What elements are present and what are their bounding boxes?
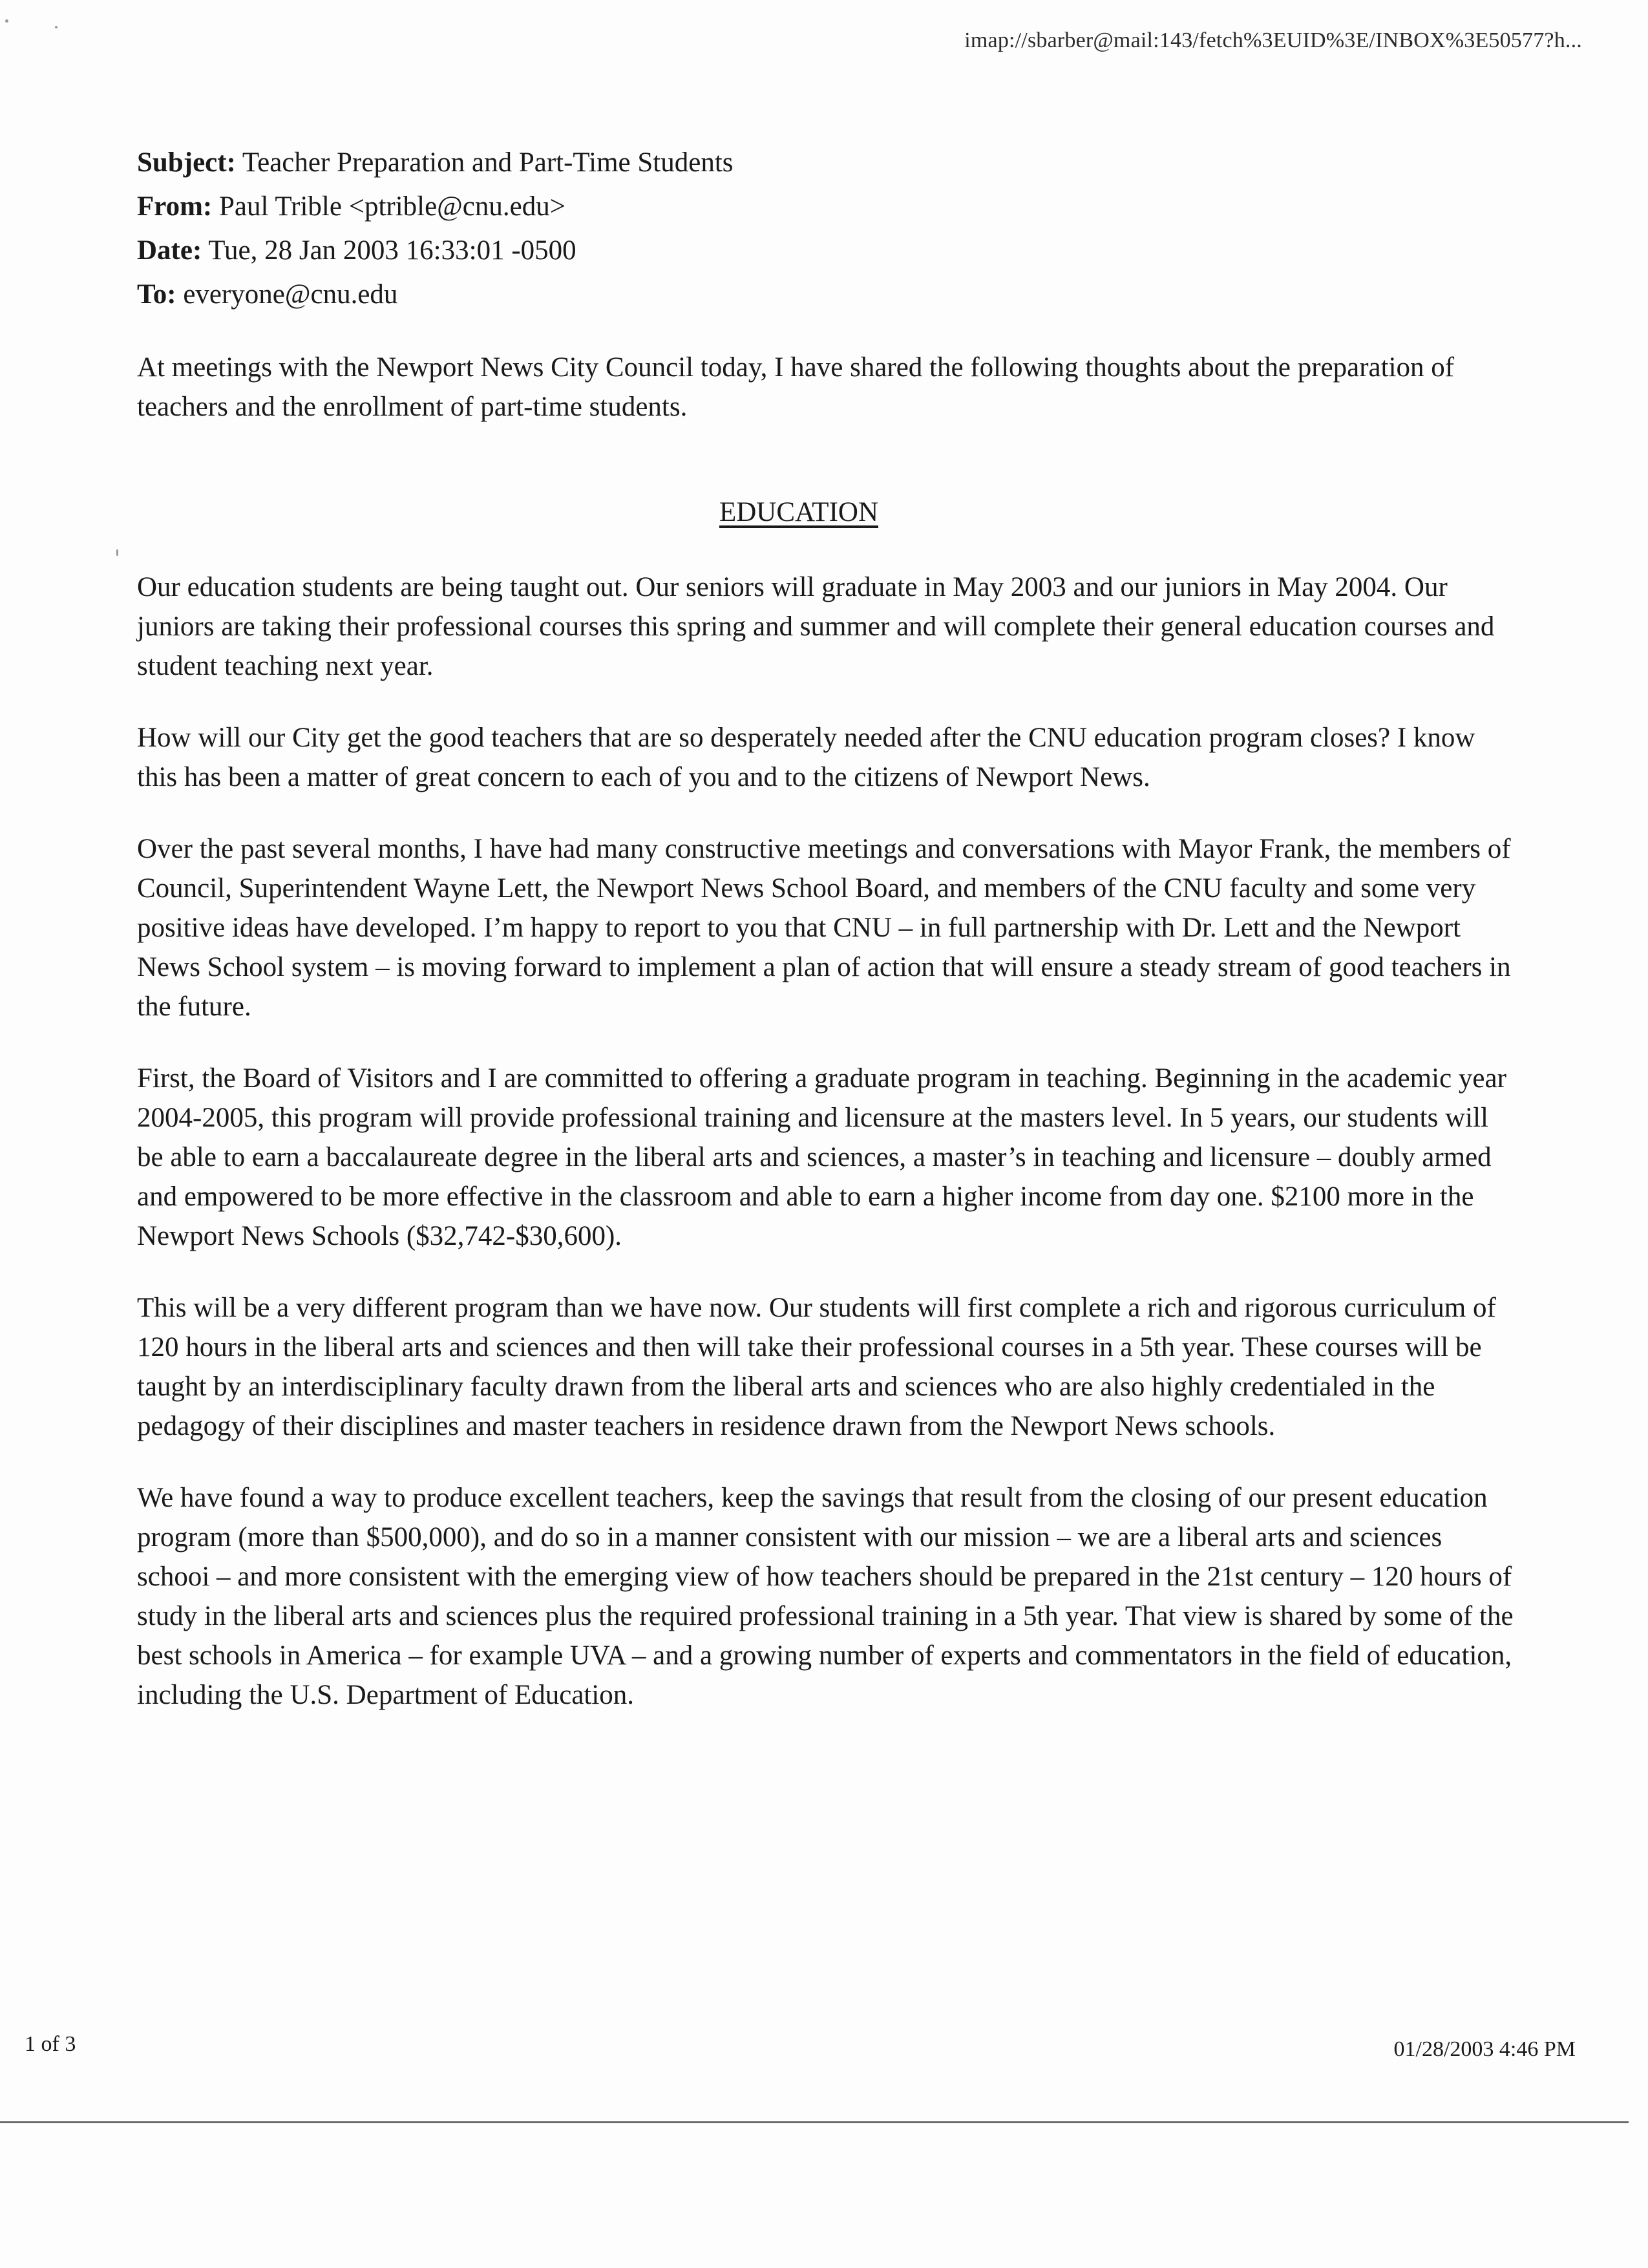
section-heading: EDUCATION xyxy=(719,497,879,527)
body-paragraph: This will be a very different program than we have now. Our students will first complete a rich and rigorous curriculum of 120 hours in the liberal arts and sciences and then will take their professional courses in a 5th year. These courses will be taught by an interdisciplinary faculty drawn from the liberal arts and sciences who are also highly credentialed in the pedagogy of their disciplines and master teachers in residence drawn from the Newport News schools. xyxy=(137,1293,1496,1441)
scan-speck xyxy=(116,549,118,556)
from-row xyxy=(137,185,734,229)
scan-speck xyxy=(5,19,8,23)
from-value: Paul Trible <ptrible@cnu.edu> xyxy=(218,191,565,222)
intro-block xyxy=(137,348,1514,459)
print-timestamp: 01/28/2003 4:46 PM xyxy=(1393,2037,1576,2061)
subject-value: Teacher Preparation and Part-Time Students xyxy=(242,147,734,178)
message-body xyxy=(137,567,1514,1747)
date-row xyxy=(137,229,734,273)
subject-label: Subject: xyxy=(137,147,236,178)
body-paragraph: We have found a way to produce excellent teachers, keep the savings that result from the closing of our present education program (more than $500,000), and do so in a manner consistent with our mission – we are a liberal arts and sciences schooi – and more consistent with the emerging view of how teachers should be prepared in the 21st century – 120 hours of study in the liberal arts and sciences plus the required professional training in a 5th year. That view is shared by some of the best schools in America – for example UVA – and a growing number of experts and commentators in the field of education, including the U.S. Department of Education. xyxy=(137,1483,1514,1710)
subject-row xyxy=(137,141,734,185)
intro-paragraph: At meetings with the Newport News City Council today, I have shared the following thoughts about the preparation of teachers and the enrollment of part-time students. xyxy=(137,352,1455,422)
print-header-url: imap://sbarber@mail:143/fetch%3EUID%3E/INBOX%3E50577?h... xyxy=(964,28,1582,52)
date-value: Tue, 28 Jan 2003 16:33:01 -0500 xyxy=(208,235,576,266)
from-label: From: xyxy=(137,191,213,222)
to-row xyxy=(137,273,734,317)
email-headers xyxy=(137,141,734,317)
body-paragraph: Our education students are being taught out. Our seniors will graduate in May 2003 and our juniors in May 2004. Our juniors are taking their professional courses this spring and summer and will complete their general education courses and student teaching next year. xyxy=(137,572,1495,681)
to-label: To: xyxy=(137,279,176,310)
body-paragraph: Over the past several months, I have had many constructive meetings and conversations with Mayor Frank, the members of Council, Superintendent Wayne Lett, the Newport News School Board, and members of the CNU faculty and some very positive ideas have developed. I’m happy to report to you that CNU – in full partnership with Dr. Lett and the Newport News School system – is moving forward to implement a plan of action that will ensure a steady stream of good teachers in the future. xyxy=(137,834,1511,1022)
body-paragraph: How will our City get the good teachers that are so desperately needed after the CNU education program closes? I know this has been a matter of great concern to each of you and to the citizens of Newport News. xyxy=(137,723,1475,792)
to-value: everyone@cnu.edu xyxy=(183,279,398,310)
page-edge-divider xyxy=(0,2121,1629,2123)
page-number: 1 of 3 xyxy=(25,2032,76,2056)
scan-speck xyxy=(55,26,58,28)
date-label: Date: xyxy=(137,235,202,266)
body-paragraph: First, the Board of Visitors and I are committed to offering a graduate program in teaching. Beginning in the academic year 2004-2005, this program will provide professional training and licensure at the masters level. In 5 years, our students will be able to earn a baccalaureate degree in the liberal arts and sciences, a master’s in teaching and licensure – doubly armed and empowered to be more effective in the classroom and able to earn a higher income from day one. $2100 more in the Newport News Schools ($32,742-$30,600). xyxy=(137,1063,1506,1251)
